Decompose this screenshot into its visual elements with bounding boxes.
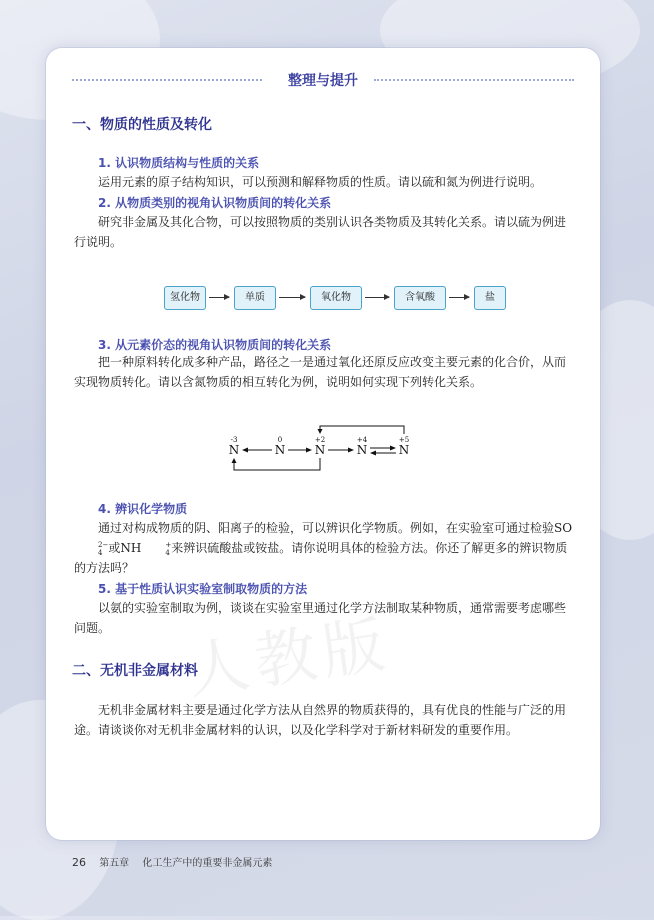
banner-title: 整理与提升 [288, 73, 358, 89]
flow-box-element: 单质 [234, 286, 276, 310]
valence-label: +5 [398, 436, 410, 444]
valence-label: -3 [230, 436, 238, 444]
item4-text-after: 来辨识硫酸盐或铵盐。请你说明具体的检验方法。你还了解更多的辨识物质的方法吗？ [74, 541, 568, 575]
conversion-arrowhead [370, 451, 376, 456]
item5-title: 5. 基于性质认识实验室制取物质的方法 [98, 582, 308, 596]
item3-text: 把一种原料转化成多种产品，路径之一是通过氧化还原反应改变主要元素的化合价，从而实现物质转化。请以含氮物质的相互转化为例，说明如何实现下列转化关系。 [74, 355, 567, 389]
item5-text: 以氨的实验室制取为例，谈谈在实验室里通过化学方法制取某种物质，通常需要考虑哪些问题。 [74, 601, 567, 635]
conversion-arrowhead [390, 446, 396, 451]
content-card [46, 48, 600, 840]
page-number: 26 [72, 856, 86, 869]
conversion-arrow [320, 426, 404, 434]
flow-box-oxyacid: 含氧酸 [394, 286, 446, 310]
chapter-title: 化工生产中的重要非金属元素 [142, 858, 273, 869]
flow-arrow [449, 297, 469, 298]
conversion-arrow [234, 458, 320, 470]
section-banner [72, 70, 574, 90]
item2-title: 2. 从物质类别的视角认识物质间的转化关系 [98, 196, 332, 210]
conversion-arrowhead [318, 429, 323, 434]
item1-text: 运用元素的原子结构知识，可以预测和解释物质的性质。请以硫和氮为例进行说明。 [98, 175, 543, 189]
section2-text: 无机非金属材料主要是通过化学方法从自然界的物质获得的，具有优良的性能与广泛的用途。请谈谈你对无机非金属材料的认识，以及化学科学对于新材料研发的重要作用。 [74, 703, 567, 737]
item4-text [74, 518, 576, 578]
valence-label: +4 [356, 436, 368, 444]
nitrogen-valence-diagram [216, 420, 436, 480]
conversion-arrowhead [242, 448, 248, 453]
valence-label: +2 [314, 436, 326, 444]
nitrogen-symbol: N [228, 443, 240, 457]
item1-title: 1. 认识物质结构与性质的关系 [98, 156, 260, 170]
flow-box-salt: 盐 [474, 286, 506, 310]
nitrogen-symbol: N [314, 443, 326, 457]
nitrogen-symbol: N [274, 443, 286, 457]
flow-box-hydride: 氢化物 [164, 286, 206, 310]
banner-dots-left [72, 79, 262, 81]
flow-arrow [209, 297, 229, 298]
chapter-label: 第五章 [99, 858, 130, 869]
item4-title: 4. 辨识化学物质 [98, 502, 188, 516]
item4-text-or: 或 [108, 541, 121, 555]
ion-ammonium: NH + 4 [120, 541, 172, 557]
ion-sulfate: SO 2− 4 [98, 521, 573, 557]
publisher-watermark: 人教版 [182, 607, 395, 708]
conversion-arrowhead [232, 458, 237, 463]
nitrogen-symbol: N [398, 443, 410, 457]
page-footer [72, 854, 272, 869]
item4-text-before: 通过对构成物质的阴、阳离子的检验，可以辨识化学物质。例如，在实验室可通过检验 [98, 521, 555, 535]
flow-box-oxide: 氧化物 [310, 286, 362, 310]
section1-heading: 一、物质的性质及转化 [72, 117, 212, 133]
flow-arrow [365, 297, 389, 298]
flow-arrow [279, 297, 305, 298]
conversion-arrowhead [348, 448, 354, 453]
item2-text: 研究非金属及其化合物，可以按照物质的类别认识各类物质及其转化关系。请以硫为例进行说明。 [74, 215, 567, 249]
substance-class-flow [164, 286, 504, 310]
conversion-arrowhead [306, 448, 312, 453]
banner-dots-right [374, 79, 574, 81]
valence-label: 0 [277, 436, 283, 444]
nitrogen-symbol: N [356, 443, 368, 457]
item3-title: 3. 从元素价态的视角认识物质间的转化关系 [98, 338, 332, 352]
section2-heading: 二、无机非金属材料 [72, 663, 198, 679]
